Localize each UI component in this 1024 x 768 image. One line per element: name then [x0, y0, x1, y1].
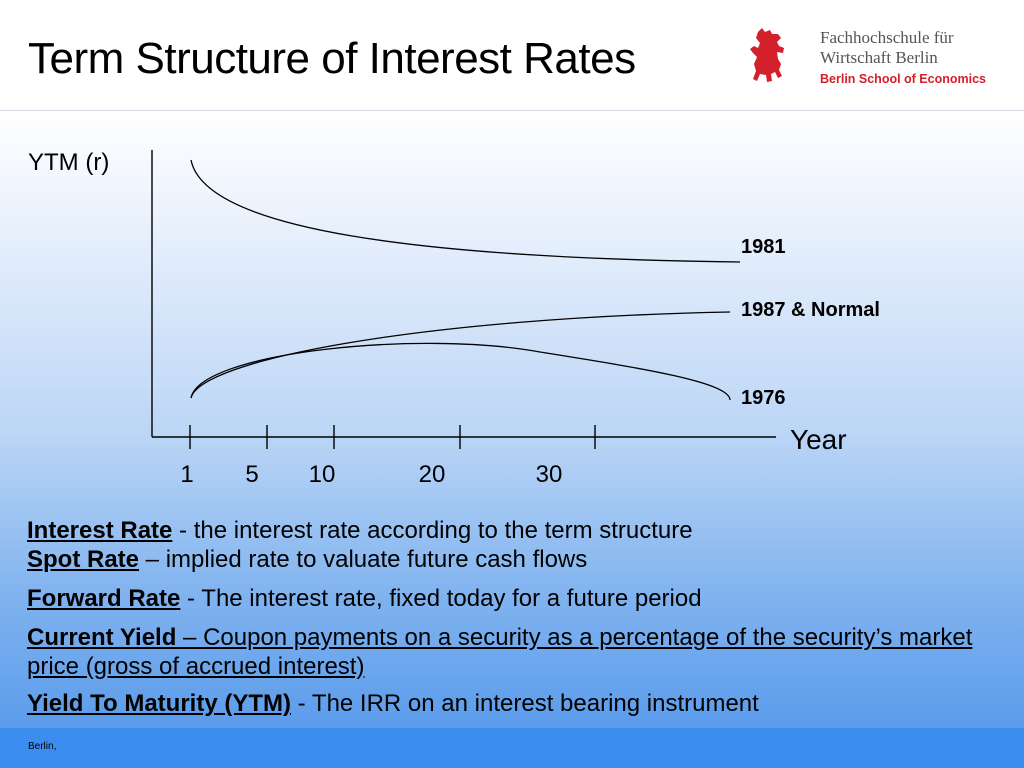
x-tick-label: 1: [180, 461, 194, 488]
definition-current-yield: [27, 623, 987, 681]
definition-separator: -: [180, 585, 202, 612]
definitions: [27, 516, 987, 718]
x-tick-label: 5: [245, 461, 259, 488]
series-label-1987: 1987 & Normal: [741, 299, 880, 321]
y-axis-label: YTM (r): [28, 149, 110, 176]
definition-text: The IRR on an interest bearing instrument: [311, 690, 759, 717]
series-label-1981: 1981: [741, 236, 786, 258]
berlin-bear-icon: [748, 26, 788, 88]
definition-term: Interest Rate: [27, 517, 173, 544]
x-axis-label: Year: [790, 424, 847, 455]
x-tick-label: 20: [418, 461, 446, 488]
definition-text: implied rate to valuate future cash flows: [165, 546, 588, 573]
series-label-1976: 1976: [741, 387, 786, 409]
definition-term: Current Yield: [27, 624, 177, 651]
definition-term: Forward Rate: [27, 585, 181, 612]
x-tick-label: 30: [535, 461, 563, 488]
x-tick-label: 10: [308, 461, 336, 488]
logo-line-2: Wirtschaft Berlin: [820, 48, 938, 67]
footer-text: Berlin,: [28, 741, 57, 752]
curve-1987-normal: [191, 312, 730, 398]
definition-term: Yield To Maturity (YTM): [27, 690, 291, 717]
definition-separator: –: [139, 546, 166, 573]
footer-bar: [0, 728, 1024, 768]
definition-text: The interest rate, fixed today for a future period: [201, 585, 702, 612]
definition-separator: -: [172, 517, 194, 544]
definition-separator: –: [176, 624, 204, 651]
term-structure-chart: [0, 110, 1024, 510]
definition-ytm: [27, 689, 987, 718]
slide-header: [0, 0, 1024, 111]
page-title: Term Structure of Interest Rates: [28, 34, 636, 83]
definition-text: Coupon payments on a security as a percentage of the security’s market price (gross of accrued interest): [27, 624, 973, 680]
definition-text: the interest rate according to the term structure: [193, 517, 693, 544]
logo-line-3: Berlin School of Economics: [820, 72, 986, 86]
definition-interest-rate: [27, 516, 987, 545]
curve-1981: [191, 160, 740, 262]
logo-line-1: Fachhochschule für: [820, 28, 954, 47]
definition-spot-rate: [27, 545, 987, 574]
school-logo: [748, 26, 988, 90]
definition-term: Spot Rate: [27, 546, 140, 573]
definition-forward-rate: [27, 584, 987, 613]
curve-1976: [191, 343, 730, 400]
definition-separator: -: [291, 690, 312, 717]
